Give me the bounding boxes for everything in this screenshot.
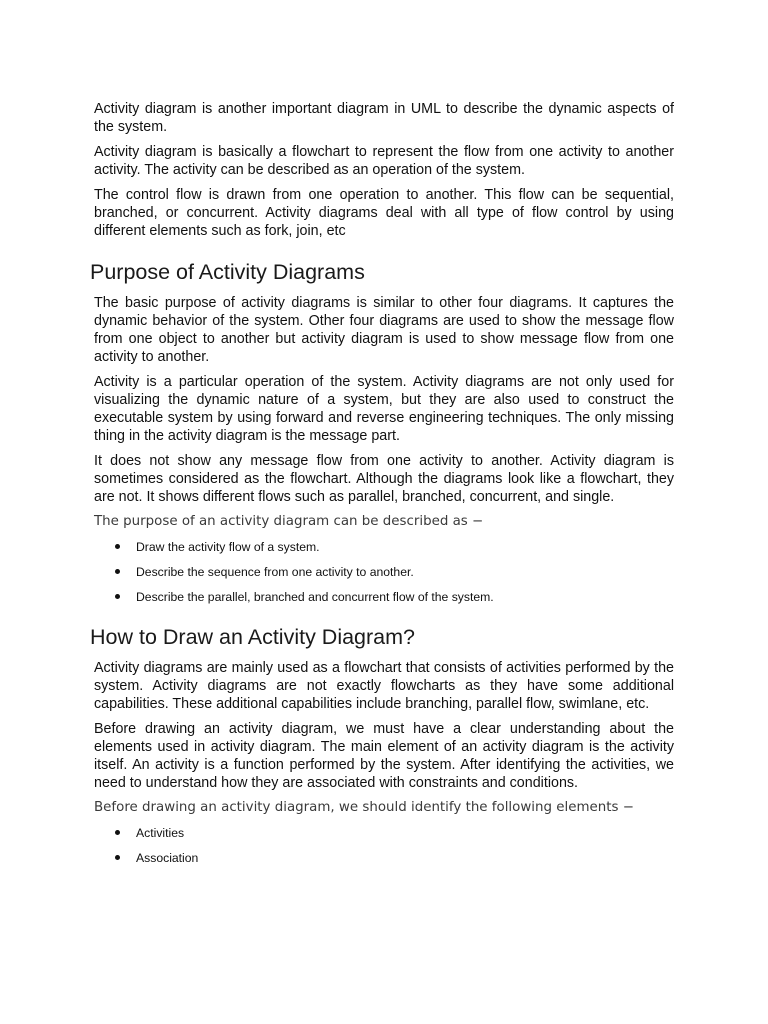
list-item bbox=[94, 539, 674, 555]
list-item-text: Describe the parallel, branched and concurrent flow of the system. bbox=[136, 590, 494, 604]
list-item bbox=[94, 564, 674, 580]
intro-paragraph: Activity diagram is another important diagram in UML to describe the dynamic aspects of the system. bbox=[94, 101, 674, 135]
list-item-text: Describe the sequence from one activity to another. bbox=[136, 565, 414, 579]
purpose-paragraph: The basic purpose of activity diagrams is similar to other four diagrams. It captures the dynamic behavior of the system. Other four diagrams are used to show the message flow from one object to another but activity diagram is used to show message flow from one activity to another. bbox=[94, 295, 674, 365]
howto-paragraph: Activity diagrams are mainly used as a flowchart that consists of activities performed by the system. Activity diagrams are not exactly flowcharts as they have some additional capabilities. These additional capabilities include branching, parallel flow, swimlane, etc. bbox=[94, 660, 674, 712]
bullet-dot-icon bbox=[115, 594, 120, 599]
list-item bbox=[94, 589, 674, 605]
intro-paragraph: Activity diagram is basically a flowchart to represent the flow from one activity to another activity. The activity can be described as an operation of the system. bbox=[94, 144, 674, 178]
howto-paragraph: Before drawing an activity diagram, we must have a clear understanding about the elements used in activity diagram. The main element of an activity diagram is the activity itself. An activity is a function performed by the system. After identifying the activities, we need to understand how they are associated with constraints and conditions. bbox=[94, 721, 674, 791]
list-item-text: Activities bbox=[136, 826, 185, 840]
bullet-dot-icon bbox=[115, 544, 120, 549]
list-item bbox=[94, 850, 674, 866]
purpose-bullet-list bbox=[94, 539, 674, 605]
bullet-dot-icon bbox=[115, 569, 120, 574]
howto-list-intro: Before drawing an activity diagram, we should identify the following elements − bbox=[94, 800, 634, 815]
list-item-text: Association bbox=[136, 851, 199, 865]
list-item bbox=[94, 825, 674, 841]
document-content bbox=[90, 100, 674, 875]
purpose-paragraph: It does not show any message flow from one activity to another. Activity diagram is sometimes considered as the flowchart. Although the diagrams look like a flowchart, they are not. It shows different flows such as parallel, branched, concurrent, and single. bbox=[94, 453, 674, 505]
howto-heading: How to Draw an Activity Diagram? bbox=[90, 625, 415, 649]
purpose-paragraph: Activity is a particular operation of the system. Activity diagrams are not only used for visualizing the dynamic nature of a system, but they are also used to construct the executable system by using forward and reverse engineering techniques. The only missing thing in the activity diagram is the message part. bbox=[94, 374, 674, 444]
list-item-text: Draw the activity flow of a system. bbox=[136, 540, 320, 554]
howto-bullet-list bbox=[94, 825, 674, 866]
intro-paragraph: The control flow is drawn from one operation to another. This flow can be sequential, branched, or concurrent. Activity diagrams deal with all type of flow control by using different elements such as fork, join, etc bbox=[94, 187, 674, 239]
purpose-list-intro: The purpose of an activity diagram can be described as − bbox=[94, 514, 484, 529]
purpose-heading: Purpose of Activity Diagrams bbox=[90, 260, 365, 284]
bullet-dot-icon bbox=[115, 830, 120, 835]
bullet-dot-icon bbox=[115, 855, 120, 860]
